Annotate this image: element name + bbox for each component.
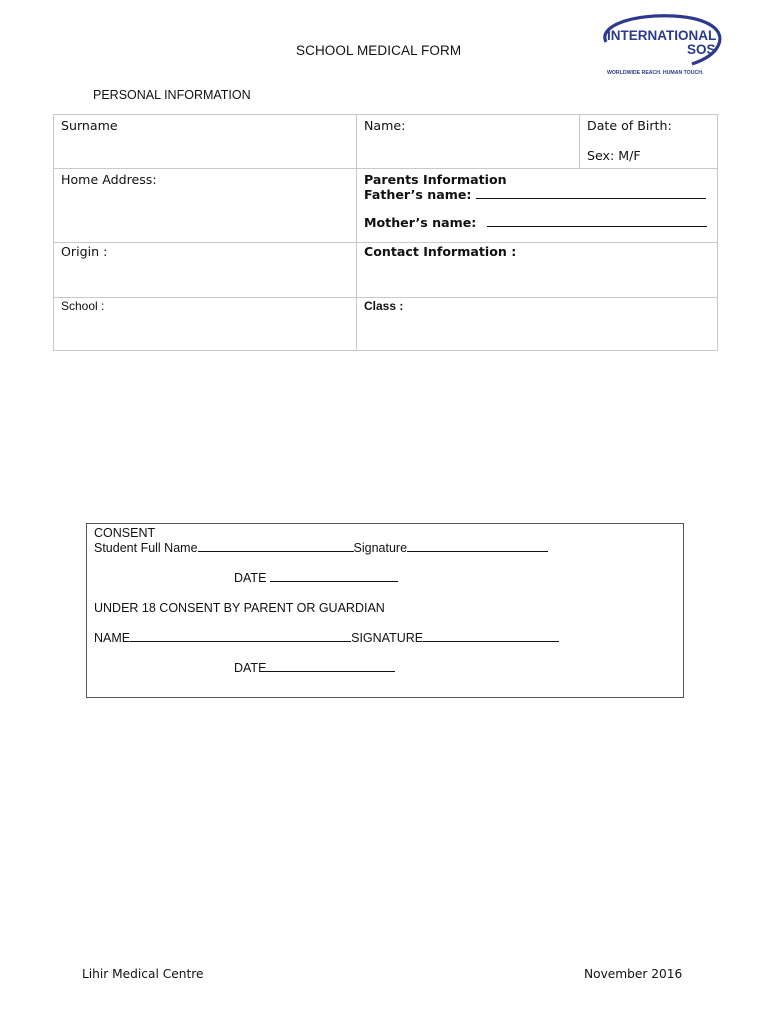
home-address-label: Home Address: [61,172,157,187]
home-address-cell[interactable] [54,169,357,243]
fathers-name-row[interactable] [364,187,710,202]
guardian-date-row [234,661,395,675]
footer-right: November 2016 [584,967,683,981]
consent-box [86,523,684,698]
guardian-date-label: DATE [234,661,267,675]
origin-label: Origin : [61,244,108,259]
dob-label: Date of Birth: [587,118,672,133]
date-label: DATE [234,571,267,585]
class-label: Class : [364,299,404,313]
surname-cell[interactable] [54,115,357,169]
name-cell[interactable] [357,115,580,169]
logo-line1: INTERNATIONAL [607,28,717,43]
student-signature-line[interactable] [407,551,548,552]
student-date-line[interactable] [270,581,398,582]
guardian-date-line[interactable] [266,671,395,672]
contact-info-label: Contact Information : [364,244,517,259]
dob-sex-cell[interactable] [580,115,718,169]
name-label: Name: [364,118,406,133]
class-cell[interactable] [357,298,718,351]
under18-heading: UNDER 18 CONSENT BY PARENT OR GUARDIAN [94,601,385,615]
signature-label: Signature [353,541,408,555]
logo-tagline: WORLDWIDE REACH. HUMAN TOUCH. [607,70,704,76]
school-cell[interactable] [54,298,357,351]
guardian-name-label: NAME [94,631,131,645]
student-consent-row [94,541,548,555]
parents-info-cell [357,169,718,243]
origin-cell[interactable] [54,243,357,298]
international-sos-logo [592,12,726,78]
student-full-name-label: Student Full Name [94,541,198,555]
sex-label: Sex: M/F [587,148,641,163]
mothers-name-line[interactable] [487,226,707,227]
guardian-signature-line[interactable] [423,641,559,642]
guardian-name-line[interactable] [130,641,351,642]
fathers-name-line[interactable] [476,198,706,199]
personal-info-table [53,114,718,351]
contact-info-cell[interactable] [357,243,718,298]
student-date-row [234,571,398,585]
consent-heading: CONSENT [94,526,156,540]
parents-info-label: Parents Information [364,172,507,187]
school-label: School : [61,299,105,313]
form-title: SCHOOL MEDICAL FORM [296,43,462,58]
fathers-name-label: Father’s name: [364,187,472,202]
mothers-name-row[interactable] [364,215,710,230]
guardian-signature-label: SIGNATURE [351,631,424,645]
student-full-name-line[interactable] [198,551,354,552]
footer-left: Lihir Medical Centre [82,967,204,981]
section-title: PERSONAL INFORMATION [93,88,251,102]
guardian-consent-row [94,631,559,645]
logo-line2: SOS [687,42,716,57]
mothers-name-label: Mother’s name: [364,215,477,230]
surname-label: Surname [61,118,118,133]
